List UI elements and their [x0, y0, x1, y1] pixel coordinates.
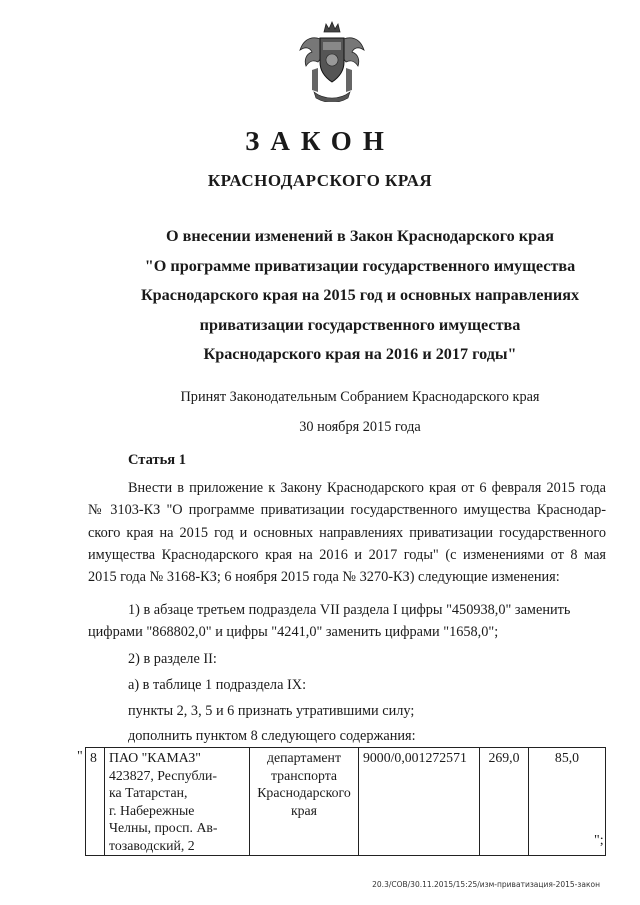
cell-department — [250, 748, 359, 856]
cell-value-2: 85,0 — [529, 748, 606, 856]
org-line: тозаводский, 2 — [109, 837, 195, 853]
cell-organization — [105, 748, 250, 856]
table-row — [86, 748, 606, 856]
adoption-note — [60, 382, 640, 442]
open-quote: " — [77, 749, 83, 764]
cell-shares: 9000/0,001272571 — [359, 748, 480, 856]
item-2: 2) в разделе II: — [128, 651, 217, 667]
close-quote: "; — [594, 833, 604, 848]
cell-value-1: 269,0 — [480, 748, 529, 856]
adoption-line: Принят Законодательным Собранием Краснодарского края — [180, 389, 540, 405]
paragraph-line: 2015 года № 3168-КЗ; 6 ноября 2015 года № 3270-КЗ) следующие изменения: — [88, 569, 560, 586]
paragraph-line: имущества Краснодарского края на 2016 и 2017 годы" (с изменениями от 8 мая — [88, 546, 606, 563]
document-title: ЗАКОН — [245, 126, 395, 156]
item-1-line-2: цифрами "868802,0" и цифры "4241,0" заменить цифрами "1658,0"; — [88, 624, 499, 640]
dept-line: края — [290, 802, 318, 818]
heading-line: О внесении изменений в Закон Краснодарского края — [166, 227, 554, 245]
footer-filename: 20.3/СОВ/30.11.2015/15:25/изм-приватизация-2015-закон — [372, 880, 600, 889]
amendment-table — [85, 747, 606, 856]
adoption-date: 30 ноября 2015 года — [299, 419, 421, 435]
item-1-line-1: 1) в абзаце третьем подраздела VII раздела I цифры "450938,0" заменить — [128, 602, 571, 618]
dept-line: Краснодарского — [257, 785, 351, 800]
cell-number: 8 — [86, 748, 105, 856]
org-line: Челны, просп. Ав- — [109, 820, 218, 835]
heading-line: "О программе приватизации государственного имущества — [144, 256, 576, 275]
heading-line: приватизации государственного имущества — [199, 315, 521, 334]
item-2a-point-1: пункты 2, 3, 5 и 6 признать утратившими силу; — [128, 703, 415, 719]
article-paragraph — [88, 477, 606, 588]
item-2a-point-2: дополнить пунктом 8 следующего содержания: — [128, 728, 416, 744]
paragraph-line: Внести в приложение к Закону Краснодарского края от 6 февраля 2015 года — [128, 480, 606, 496]
org-line: г. Набережные — [109, 802, 195, 818]
paragraph-line: № 3103-КЗ "О программе приватизации государственного имущества Краснодар- — [88, 502, 606, 519]
article-title: Статья 1 — [128, 452, 186, 468]
org-line: ПАО "КАМАЗ" — [109, 750, 201, 765]
paragraph-line: ского края на 2015 год и основных направлениях приватизации государственного — [88, 524, 606, 541]
org-line: ка Татарстан, — [109, 785, 188, 800]
item-2a: а) в таблице 1 подраздела IX: — [128, 677, 307, 693]
dept-line: транспорта — [270, 767, 338, 783]
document-subtitle: КРАСНОДАРСКОГО КРАЯ — [207, 171, 433, 190]
coat-of-arms-emblem — [296, 20, 368, 102]
law-heading — [60, 222, 640, 370]
heading-line: Краснодарского края на 2016 и 2017 годы" — [203, 345, 517, 363]
heading-line: Краснодарского края на 2015 год и основных направлениях — [140, 286, 580, 304]
dept-line: департамент — [267, 750, 341, 765]
org-line: 423827, Республи- — [109, 767, 218, 783]
